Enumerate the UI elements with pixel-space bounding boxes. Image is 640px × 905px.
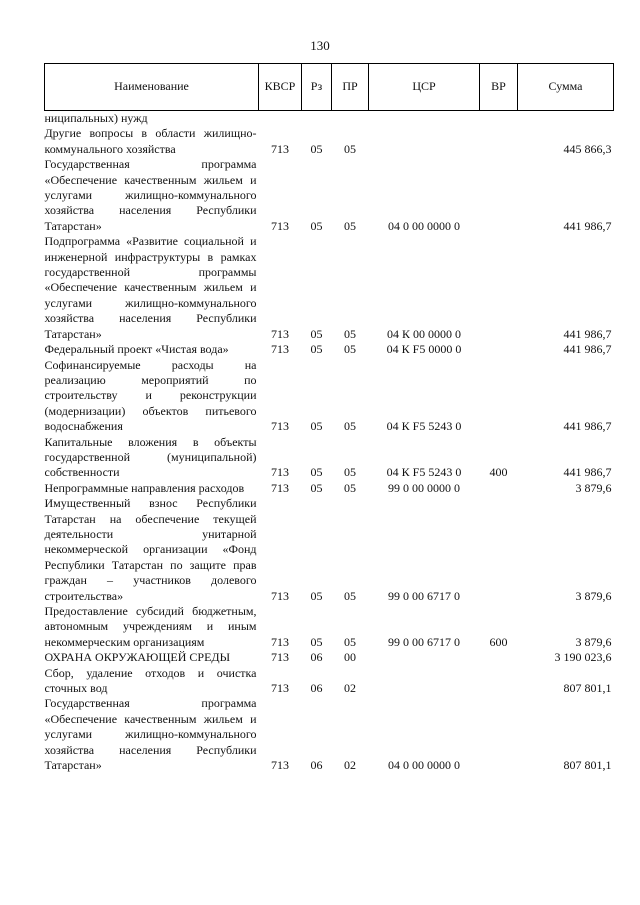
cell-csr: 04 0 00 0000 0 bbox=[388, 218, 460, 233]
cell-name: ОХРАНА ОКРУЖАЮЩЕЙ СРЕДЫ bbox=[44, 650, 231, 665]
table-row bbox=[45, 481, 614, 496]
table-row bbox=[45, 234, 614, 342]
cell-pr: 05 bbox=[344, 326, 356, 341]
cell-csr: 99 0 00 0000 0 bbox=[388, 480, 460, 495]
cell-rz: 06 bbox=[310, 758, 323, 773]
cell-vr bbox=[480, 126, 518, 157]
cell-vr bbox=[480, 650, 518, 665]
cell-name: Сбор, удаление отходов и очистка сточных вод bbox=[44, 665, 257, 696]
cell-rz: 05 bbox=[310, 342, 323, 357]
col-header-name: Наименование bbox=[45, 64, 259, 111]
cell-sum: 445 866,3 bbox=[563, 141, 612, 156]
cell-pr: 02 bbox=[344, 681, 356, 696]
cell-csr: 99 0 00 6717 0 bbox=[388, 588, 460, 603]
cell-pr: 05 bbox=[344, 465, 356, 480]
col-header-sum: Сумма bbox=[518, 64, 614, 111]
cell-vr bbox=[480, 666, 518, 697]
table-row bbox=[45, 496, 614, 604]
cell-vr: 600 bbox=[489, 634, 508, 649]
cell-name: Имущественный взнос Республики Татарстан на обеспечение текущей деятельности унитарной некоммерческой организации «Фонд Республики Татарстан по защите прав граждан – участников долевого строительства» bbox=[44, 496, 257, 603]
cell-kvsr: 713 bbox=[271, 465, 289, 480]
cell-sum: 441 986,7 bbox=[563, 342, 612, 357]
cell-kvsr: 713 bbox=[271, 218, 289, 233]
cell-name: Другие вопросы в области жилищно-коммунального хозяйства bbox=[44, 126, 257, 156]
table-row bbox=[45, 111, 614, 127]
cell-rz: 05 bbox=[310, 465, 323, 480]
cell-sum: 3 879,6 bbox=[575, 480, 612, 495]
cell-kvsr: 713 bbox=[271, 419, 289, 434]
table-row bbox=[45, 604, 614, 650]
cell-pr: 00 bbox=[344, 650, 356, 665]
cell-kvsr: 713 bbox=[271, 326, 289, 341]
table-row bbox=[45, 666, 614, 697]
col-header-kvsr: КВСР bbox=[259, 64, 302, 111]
cell-vr bbox=[480, 696, 518, 773]
col-header-csr: ЦСР bbox=[369, 64, 480, 111]
col-header-rz: Рз bbox=[302, 64, 332, 111]
cell-kvsr: 713 bbox=[271, 681, 289, 696]
col-header-pr: ПР bbox=[332, 64, 369, 111]
cell-vr bbox=[480, 111, 518, 127]
cell-sum: 441 986,7 bbox=[563, 419, 612, 434]
cell-name: Капитальные вложения в объекты государственной (муниципальной) собственности bbox=[44, 434, 257, 480]
cell-csr bbox=[369, 650, 480, 665]
cell-rz bbox=[302, 111, 332, 127]
cell-pr: 05 bbox=[344, 634, 356, 649]
cell-name: Непрограммные направления расходов bbox=[44, 480, 245, 495]
table-row bbox=[45, 435, 614, 481]
cell-sum: 441 986,7 bbox=[563, 465, 612, 480]
cell-vr bbox=[480, 496, 518, 604]
cell-pr: 05 bbox=[344, 419, 356, 434]
cell-rz: 05 bbox=[310, 419, 323, 434]
cell-csr: 04 К F5 0000 0 bbox=[386, 342, 462, 357]
cell-name: ниципальных) нужд bbox=[44, 111, 148, 125]
cell-csr bbox=[369, 111, 480, 127]
cell-pr bbox=[332, 111, 369, 127]
cell-kvsr: 713 bbox=[271, 480, 289, 495]
cell-name: Федеральный проект «Чистая вода» bbox=[44, 342, 229, 357]
cell-csr: 04 0 00 0000 0 bbox=[388, 758, 460, 773]
cell-rz: 06 bbox=[310, 681, 323, 696]
cell-pr: 05 bbox=[344, 218, 356, 233]
table-body bbox=[45, 111, 614, 774]
cell-csr: 99 0 00 6717 0 bbox=[388, 634, 460, 649]
table-row bbox=[45, 696, 614, 773]
page-number: 130 bbox=[310, 38, 330, 53]
cell-rz: 05 bbox=[310, 326, 323, 341]
cell-kvsr: 713 bbox=[271, 634, 289, 649]
cell-name: Подпрограмма «Развитие социальной и инженерной инфраструктуры в рамках государственной программы «Обеспечение качественным жильем и услугами жилищно-коммунального хозяйства населения Республики Татарстан» bbox=[44, 234, 257, 341]
cell-rz: 05 bbox=[310, 141, 323, 156]
cell-sum: 807 801,1 bbox=[563, 758, 612, 773]
cell-kvsr: 713 bbox=[271, 650, 289, 665]
cell-name: Государственная программа «Обеспечение качественным жильем и услугами жилищно-коммунального хозяйства населения Республики Татарстан» bbox=[44, 157, 257, 233]
table-header bbox=[45, 64, 614, 111]
cell-pr: 05 bbox=[344, 480, 356, 495]
table-row bbox=[45, 342, 614, 357]
cell-rz: 05 bbox=[310, 588, 323, 603]
cell-kvsr bbox=[259, 111, 302, 127]
table-row bbox=[45, 126, 614, 157]
cell-name: Софинансируемые расходы на реализацию мероприятий по строительству и реконструкции (модернизации) объектов питьевого водоснабжения bbox=[44, 357, 257, 434]
cell-sum bbox=[518, 111, 614, 127]
cell-pr: 02 bbox=[344, 758, 356, 773]
cell-sum: 441 986,7 bbox=[563, 218, 612, 233]
cell-csr: 04 К F5 5243 0 bbox=[386, 465, 462, 480]
cell-csr: 04 К F5 5243 0 bbox=[386, 419, 462, 434]
cell-vr bbox=[480, 481, 518, 496]
cell-kvsr: 713 bbox=[271, 758, 289, 773]
cell-pr: 05 bbox=[344, 141, 356, 156]
cell-name: Предоставление субсидий бюджетным, автономным учреждениям и иным некоммерческим организациям bbox=[44, 604, 257, 649]
cell-vr bbox=[480, 342, 518, 357]
cell-rz: 05 bbox=[310, 218, 323, 233]
cell-csr bbox=[369, 666, 480, 697]
cell-sum: 807 801,1 bbox=[563, 681, 612, 696]
cell-pr: 05 bbox=[344, 342, 356, 357]
cell-sum: 441 986,7 bbox=[563, 326, 612, 341]
cell-vr bbox=[480, 234, 518, 342]
table-row bbox=[45, 650, 614, 665]
cell-kvsr: 713 bbox=[271, 342, 289, 357]
cell-sum: 3 190 023,6 bbox=[554, 650, 612, 665]
cell-sum: 3 879,6 bbox=[575, 588, 612, 603]
cell-vr bbox=[480, 157, 518, 234]
budget-table bbox=[44, 63, 614, 773]
table-row bbox=[45, 157, 614, 234]
cell-sum: 3 879,6 bbox=[575, 634, 612, 649]
col-header-vr: ВР bbox=[480, 64, 518, 111]
cell-name: Государственная программа «Обеспечение качественным жильем и услугами жилищно-коммунального хозяйства населения Республики Татарстан» bbox=[44, 696, 257, 773]
cell-pr: 05 bbox=[344, 588, 356, 603]
cell-kvsr: 713 bbox=[271, 588, 289, 603]
cell-csr bbox=[369, 126, 480, 157]
table-row bbox=[45, 358, 614, 435]
cell-kvsr: 713 bbox=[271, 141, 289, 156]
cell-vr: 400 bbox=[489, 465, 508, 480]
cell-vr bbox=[480, 358, 518, 435]
cell-rz: 05 bbox=[310, 480, 323, 495]
cell-csr: 04 К 00 0000 0 bbox=[386, 326, 461, 341]
cell-rz: 06 bbox=[310, 650, 323, 665]
cell-rz: 05 bbox=[310, 634, 323, 649]
